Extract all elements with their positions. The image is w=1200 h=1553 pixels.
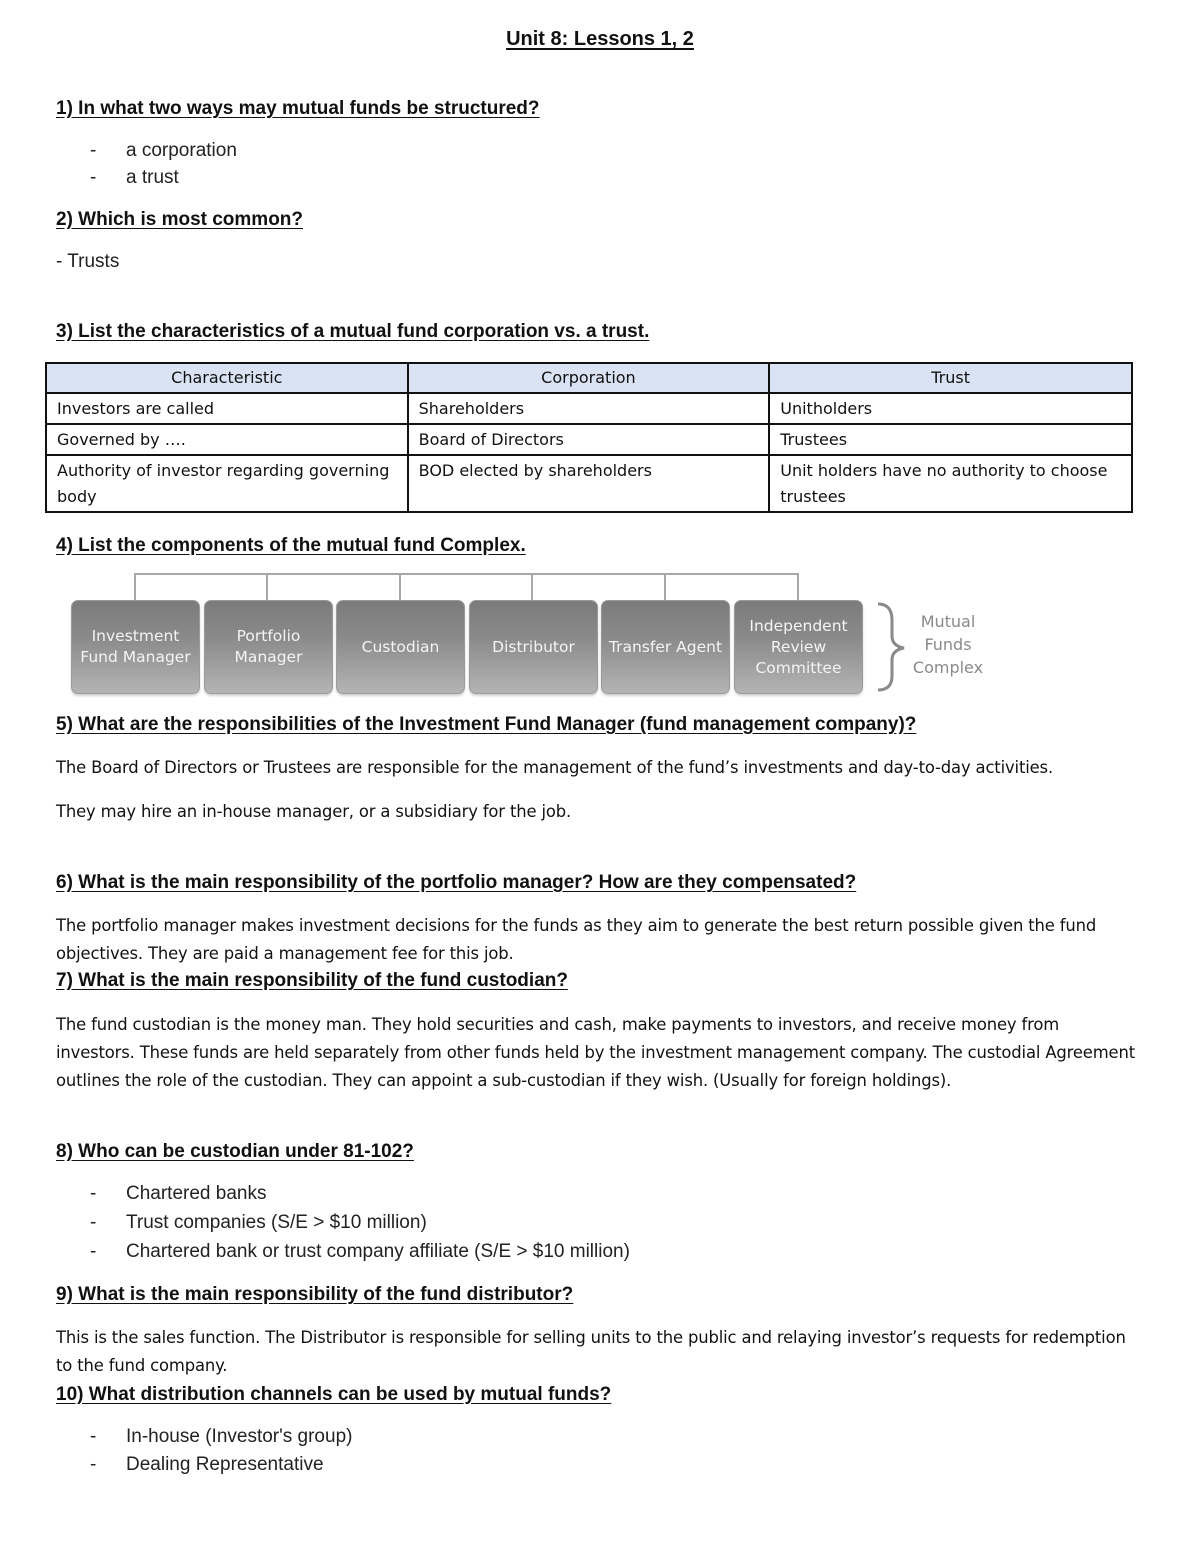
- table-row: [46, 393, 1132, 424]
- table-cell: BOD elected by shareholders: [408, 455, 770, 512]
- bullet-dash: -: [90, 140, 97, 161]
- header-trust: Trust: [769, 363, 1132, 393]
- table-cell: Unit holders have no authority to choose trustees: [769, 455, 1132, 512]
- table-row: [46, 424, 1132, 455]
- table-cell: Investors are called: [46, 393, 408, 424]
- question-4: 4) List the components of the mutual fund Complex.: [56, 535, 526, 556]
- question-3: 3) List the characteristics of a mutual fund corporation vs. a trust.: [56, 321, 650, 342]
- list-item-text: Chartered banks: [126, 1183, 267, 1204]
- answer-5-paragraph-1: The Board of Directors or Trustees are responsible for the management of the fund’s investments and day-to-day activities.: [56, 758, 1054, 777]
- table-cell: Trustees: [769, 424, 1132, 455]
- comparison-table: [45, 362, 1133, 513]
- bullet-dash: -: [90, 1426, 97, 1447]
- question-9: 9) What is the main responsibility of the fund distributor?: [56, 1284, 574, 1305]
- component-portfolio-manager: Portfolio Manager: [204, 600, 333, 694]
- complex-group-label: Mutual Funds Complex: [912, 612, 984, 677]
- table-row: [46, 455, 1132, 512]
- component-independent-review-committee: Independent Review Committee: [734, 600, 863, 694]
- table-cell: Shareholders: [408, 393, 770, 424]
- bullet-dash: -: [90, 1241, 97, 1262]
- answer-2: - Trusts: [56, 251, 120, 272]
- mutual-fund-complex-diagram: [68, 572, 1008, 697]
- question-10: 10) What distribution channels can be used by mutual funds?: [56, 1384, 612, 1405]
- answer-5-paragraph-2: They may hire an in-house manager, or a subsidiary for the job.: [56, 802, 572, 821]
- table-cell: Governed by ….: [46, 424, 408, 455]
- answer-6: The portfolio manager makes investment decisions for the funds as they aim to generate the best return possible given the fund objectives. They are paid a management fee for this job.: [56, 916, 1097, 963]
- header-characteristic: Characteristic: [46, 363, 408, 393]
- question-7: 7) What is the main responsibility of the fund custodian?: [56, 970, 568, 991]
- component-investment-fund-manager: Investment Fund Manager: [71, 600, 200, 694]
- table-cell: Unitholders: [769, 393, 1132, 424]
- table-cell: Authority of investor regarding governing body: [46, 455, 408, 512]
- answer-9: This is the sales function. The Distributor is responsible for selling units to the public and relaying investor’s requests for redemption to the fund company.: [56, 1328, 1126, 1375]
- component-transfer-agent: Transfer Agent: [601, 600, 730, 694]
- bullet-dash: -: [90, 167, 97, 188]
- table-header-row: [46, 363, 1132, 393]
- question-5: 5) What are the responsibilities of the Investment Fund Manager (fund management company)?: [56, 714, 917, 735]
- question-1: 1) In what two ways may mutual funds be structured?: [56, 98, 540, 119]
- question-2: 2) Which is most common?: [56, 209, 304, 230]
- question-6: 6) What is the main responsibility of the portfolio manager? How are they compensated?: [56, 872, 857, 893]
- header-corporation: Corporation: [408, 363, 770, 393]
- component-custodian: Custodian: [336, 600, 465, 694]
- question-8: 8) Who can be custodian under 81-102?: [56, 1141, 414, 1162]
- list-item-text: Dealing Representative: [126, 1454, 324, 1475]
- list-item-text: a trust: [126, 167, 179, 188]
- table-cell: Board of Directors: [408, 424, 770, 455]
- answer-7: The fund custodian is the money man. They hold securities and cash, make payments to investors, and receive money from investors. These funds are held separately from other funds held by the investment management company. The custodial Agreement outlines the role of the custodian. They can appoint a sub-custodian if they wish. (Usually for foreign holdings).: [56, 1015, 1135, 1090]
- bullet-dash: -: [90, 1454, 97, 1475]
- curly-brace-icon: [878, 604, 904, 690]
- bullet-dash: -: [90, 1212, 97, 1233]
- list-item-text: Chartered bank or trust company affiliate (S/E > $10 million): [126, 1241, 630, 1262]
- list-item-text: Trust companies (S/E > $10 million): [126, 1212, 427, 1233]
- component-distributor: Distributor: [469, 600, 598, 694]
- bullet-dash: -: [90, 1183, 97, 1204]
- page-title: Unit 8: Lessons 1, 2: [506, 28, 694, 50]
- list-item-text: a corporation: [126, 140, 237, 161]
- list-item-text: In-house (Investor's group): [126, 1426, 353, 1447]
